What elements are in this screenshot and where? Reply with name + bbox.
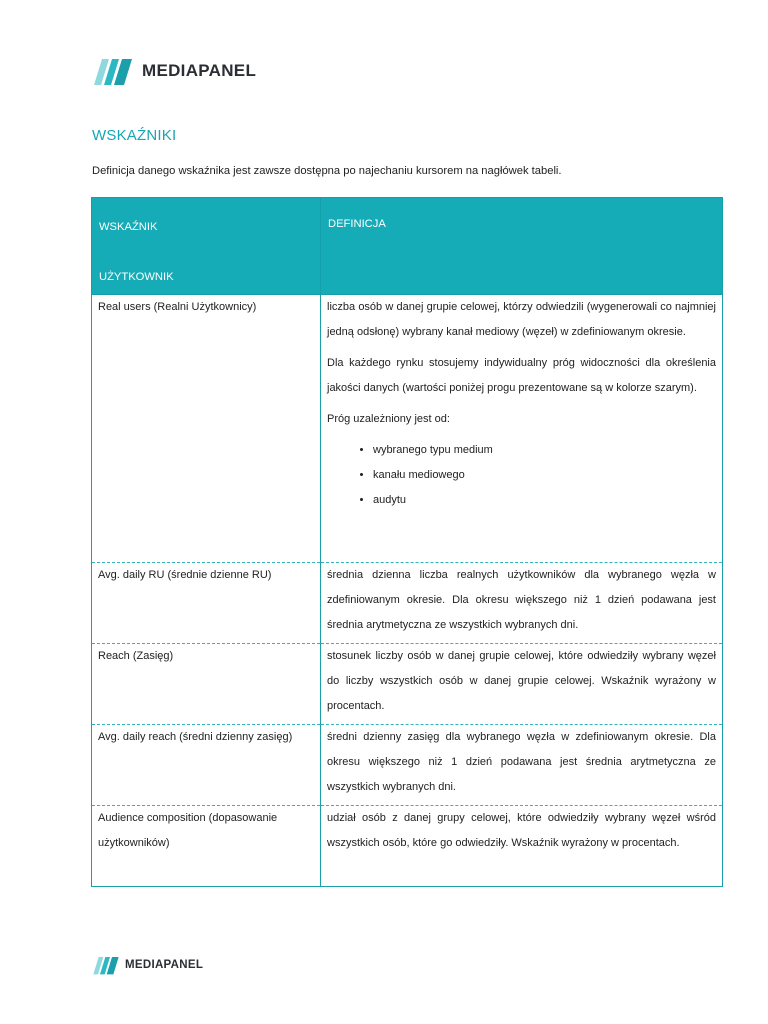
indicator-definition (321, 806, 723, 887)
definition-paragraph: Próg uzależniony jest od: (327, 413, 450, 425)
header-definition[interactable] (321, 198, 723, 295)
header-definition-label: DEFINICJA (328, 218, 386, 230)
header-indicator-label: WSKAŹNIK (99, 221, 158, 233)
definition-paragraph: udział osób z danej grupy celowej, które odwiedziły wybrany węzeł wśród wszystkich osób, które go odwiedziły. Wskaźnik wyrażony w procentach. (327, 812, 716, 849)
indicator-name: Real users (Realni Użytkownicy) (92, 295, 321, 563)
header-group-label: UŻYTKOWNIK (99, 271, 174, 283)
threshold-list (327, 438, 716, 513)
indicator-name: Avg. daily reach (średni dzienny zasięg) (92, 725, 321, 806)
table-row (92, 725, 723, 806)
indicator-name: Audience composition (dopasowanie użytkowników) (92, 806, 321, 887)
mediapanel-logo-icon (92, 55, 134, 87)
definition-paragraph: liczba osób w danej grupie celowej, którzy odwiedzili (wygenerowali co najmniej jedną odsłonę) wybrany kanał mediowy (węzeł) w zdefiniowanym okresie. (327, 301, 716, 338)
table-row (92, 644, 723, 725)
indicators-table (91, 197, 723, 887)
list-item: • kanału mediowego (373, 463, 716, 488)
table-header-row (92, 198, 723, 295)
table-row (92, 295, 723, 563)
definition-paragraph: średni dzienny zasięg dla wybranego węzła w zdefiniowanym okresie. Dla okresu większego niż 1 dzień podawana jest średnia arytmetyczna ze wszystkich wybranych dni. (327, 731, 716, 793)
table-row (92, 563, 723, 644)
indicator-definition (321, 644, 723, 725)
brand-logo-footer (92, 954, 203, 976)
indicator-name: Avg. daily RU (średnie dzienne RU) (92, 563, 321, 644)
indicator-definition (321, 563, 723, 644)
mediapanel-logo-icon (92, 954, 120, 976)
indicator-name: Reach (Zasięg) (92, 644, 321, 725)
definition-paragraph: Dla każdego rynku stosujemy indywidualny próg widoczności dla określenia jakości danych (wartości poniżej progu prezentowane są w kolorze szarym). (327, 357, 716, 394)
list-item: • audytu (373, 488, 716, 513)
table-row (92, 806, 723, 887)
intro-text: Definicja danego wskaźnika jest zawsze dostępna po najechaniu kursorem na nagłówek tabeli. (92, 165, 562, 177)
brand-name: MEDIAPANEL (142, 61, 257, 80)
indicator-definition (321, 725, 723, 806)
section-title: WSKAŹNIKI (92, 127, 177, 144)
header-indicator[interactable] (92, 198, 321, 295)
indicator-definition (321, 295, 723, 563)
definition-paragraph: średnia dzienna liczba realnych użytkowników dla wybranego węzła w zdefiniowanym okresie. Dla okresu większego niż 1 dzień podawana jest średnia arytmetyczna ze wszystkich wybranych dni. (327, 569, 716, 631)
list-item: • wybranego typu medium (373, 438, 716, 463)
brand-logo-header (92, 55, 256, 87)
brand-name: MEDIAPANEL (125, 959, 204, 971)
definition-paragraph: stosunek liczby osób w danej grupie celowej, które odwiedziły wybrany węzeł do liczby wszystkich osób w danej grupie celowej. Wskaźnik wyrażony w procentach. (327, 650, 716, 712)
